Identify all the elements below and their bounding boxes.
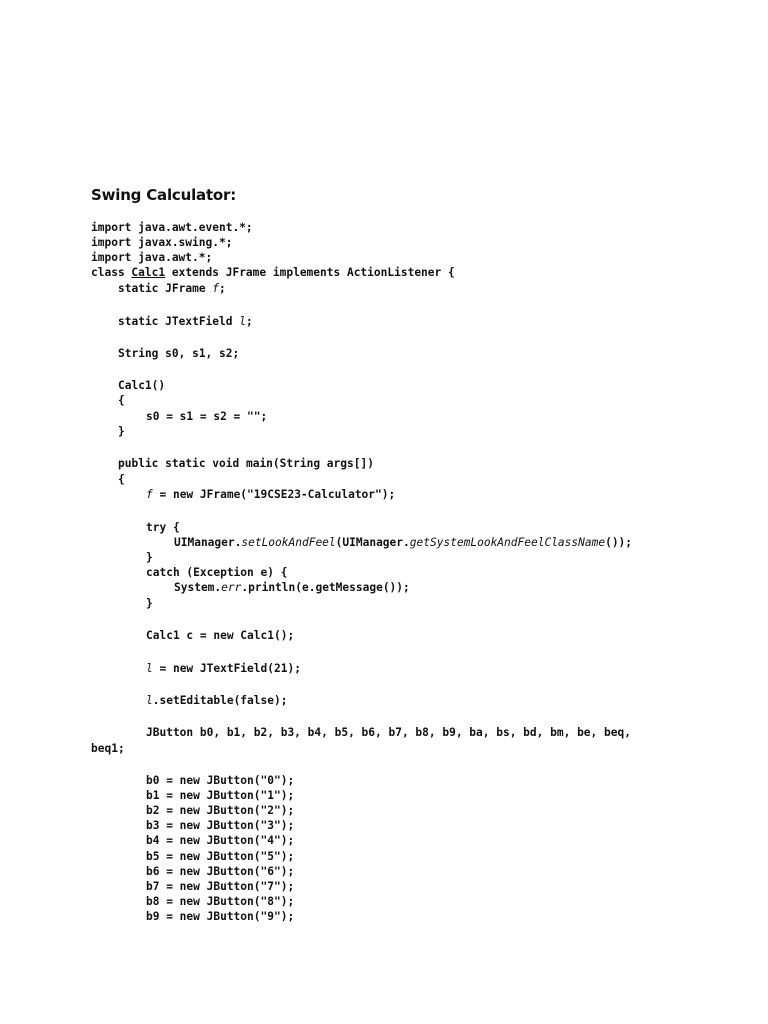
code-line: String s0, s1, s2;: [118, 347, 240, 360]
code-line: {: [118, 394, 125, 407]
code-line: }: [118, 425, 125, 438]
code-line: l.setEditable(false);: [146, 694, 288, 707]
code-line: UIManager.setLookAndFeel(UIManager.getSystemLookAndFeelClassName());: [174, 536, 633, 549]
code-line: Calc1 c = new Calc1();: [146, 629, 295, 642]
code-line: static JFrame f;: [118, 282, 226, 295]
code-line: class Calc1 extends JFrame implements ActionListener {: [91, 266, 455, 279]
code-line: b2 = new JButton("2");: [146, 804, 295, 817]
code-line: beq1;: [91, 742, 125, 755]
code-line: }: [146, 597, 153, 610]
code-line: static JTextField l;: [118, 315, 253, 328]
code-line: l = new JTextField(21);: [146, 662, 301, 675]
code-line: import java.awt.event.*;: [91, 221, 253, 234]
class-name: Calc1: [131, 266, 166, 279]
code-line: import java.awt.*;: [91, 251, 213, 264]
code-line: b9 = new JButton("9");: [146, 910, 295, 923]
code-line: b4 = new JButton("4");: [146, 834, 295, 847]
code-line: JButton b0, b1, b2, b3, b4, b5, b6, b7, b8, b9, ba, bs, bd, bm, be, beq,: [146, 726, 631, 739]
code-line: s0 = s1 = s2 = "";: [146, 410, 268, 423]
section-heading: Swing Calculator:: [91, 186, 237, 204]
code-line: b6 = new JButton("6");: [146, 865, 295, 878]
code-line: b1 = new JButton("1");: [146, 789, 295, 802]
code-line: {: [118, 473, 125, 486]
code-line: f = new JFrame("19CSE23-Calculator");: [146, 488, 396, 501]
code-line: }: [146, 551, 153, 564]
code-line: b8 = new JButton("8");: [146, 895, 295, 908]
code-line: Calc1(): [118, 379, 166, 392]
code-line: public static void main(String args[]): [118, 457, 374, 470]
code-line: b0 = new JButton("0");: [146, 774, 295, 787]
code-line: b5 = new JButton("5");: [146, 850, 295, 863]
code-line: b3 = new JButton("3");: [146, 819, 295, 832]
code-line: import javax.swing.*;: [91, 236, 233, 249]
code-line: b7 = new JButton("7");: [146, 880, 295, 893]
code-line: System.err.println(e.getMessage());: [174, 581, 410, 594]
code-line: catch (Exception e) {: [146, 566, 288, 579]
code-line: try {: [146, 521, 180, 534]
